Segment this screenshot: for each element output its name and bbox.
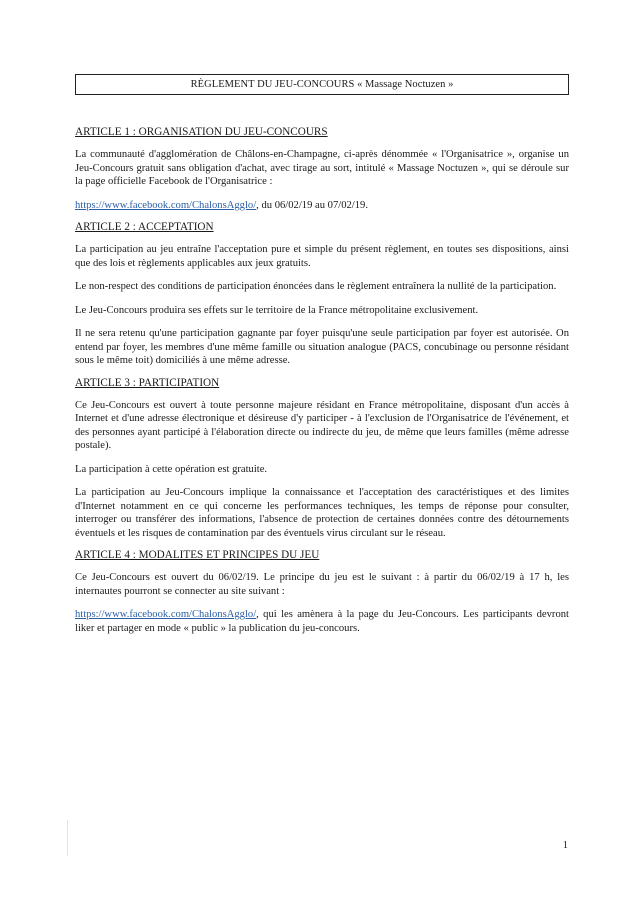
document-title: RÈGLEMENT DU JEU-CONCOURS « Massage Noctuzen »	[75, 74, 569, 95]
article-2-paragraph-2: Le non-respect des conditions de participation énoncées dans le règlement entraînera la nullité de la participation.	[75, 281, 557, 292]
article-1-heading: ARTICLE 1 : ORGANISATION DU JEU-CONCOURS	[75, 126, 328, 138]
article-3-heading: ARTICLE 3 : PARTICIPATION	[75, 376, 220, 389]
article-3-paragraph-1: Ce Jeu-Concours est ouvert à toute personne majeure résidant en France métropolitaine, disposant d'un accès à Internet et d'une adresse électronique et désireuse d'y participer - à l'exclusion de l'Organisatrice de l'événement, et des personnes ayant participé à l'élaboration directe ou indirecte du jeu, de même que leurs familles (même adresse postale).	[75, 399, 569, 451]
article-2-paragraph-3: Le Jeu-Concours produira ses effets sur le territoire de la France métropolitaine exclusivement.	[75, 304, 479, 316]
article-1-dates: , du 06/02/19 au 07/02/19.	[256, 199, 368, 211]
article-4-paragraph-2	[75, 608, 569, 635]
facebook-link-2[interactable]: https://www.facebook.com/ChalonsAgglo/	[75, 609, 257, 620]
article-2-paragraph-1: La participation au jeu entraîne l'acceptation pure et simple du présent règlement, en toutes ses dispositions, ainsi que des lois et règlements applicables aux jeux gratuits.	[75, 244, 569, 269]
article-2-heading: ARTICLE 2 : ACCEPTATION	[75, 221, 214, 233]
article-3-paragraph-2: La participation à cette opération est gratuite.	[75, 463, 268, 475]
margin-mark	[67, 820, 68, 856]
article-2	[75, 220, 569, 368]
page-number: 1	[562, 840, 568, 851]
article-3	[75, 376, 569, 541]
article-2-paragraph-4: Il ne sera retenu qu'une participation gagnante par foyer puisqu'une seule participation par foyer est autorisée. On entend par foyer, les membres d'une même famille ou situation analogue (PACS, concubinage ou personne résidant sous le même toit) domiciliés à une même adresse.	[75, 328, 569, 366]
article-4-link-suffix: , qui les amènera à la page du Jeu-Concours. Les participants devront liker et partager en mode « public » la publication du jeu-concours.	[75, 609, 569, 634]
article-4-paragraph-1: Ce Jeu-Concours est ouvert du 06/02/19. Le principe du jeu est le suivant : à partir du 06/02/19 à 17 h, les internautes pourront se connecter au site suivant :	[75, 572, 569, 597]
article-1	[75, 125, 569, 212]
article-1-paragraph-2	[75, 199, 569, 213]
article-3-paragraph-3: La participation au Jeu-Concours implique la connaissance et l'acceptation des caractéristiques et des limites d'Internet notamment en ce qui concerne les performances techniques, les temps de réponse pour consulter, interroger ou transférer des informations, l'absence de protection de certaines données contre des détournements éventuels et les risques de contamination par des éventuels virus circulant sur le réseau.	[75, 487, 569, 539]
article-4	[75, 548, 569, 635]
facebook-link-1[interactable]: https://www.facebook.com/ChalonsAgglo/	[75, 199, 257, 211]
article-1-paragraph-1: La communauté d'agglomération de Châlons-en-Champagne, ci-après dénommée « l'Organisatrice », organise un Jeu-Concours gratuit sans obligation d'achat, avec tirage au sort, intitulé « Massage Noctuzen », qui se déroule sur la page officielle Facebook de l'Organisatrice :	[75, 149, 569, 187]
article-4-heading: ARTICLE 4 : MODALITES ET PRINCIPES DU JEU	[75, 549, 320, 561]
